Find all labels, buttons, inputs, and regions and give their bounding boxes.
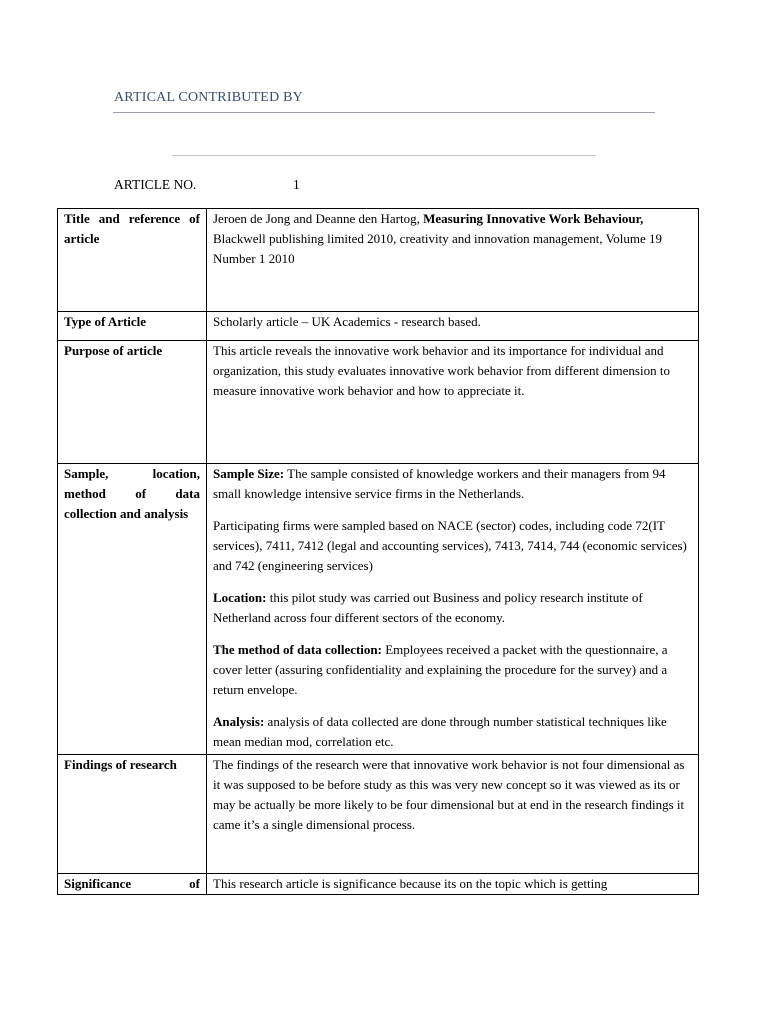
purpose-label: Purpose of article	[58, 341, 207, 464]
table-row	[58, 312, 699, 341]
title-reference-cell	[207, 209, 699, 312]
article-title-text: Measuring Innovative Work Behaviour,	[423, 211, 644, 226]
contributed-by-heading: ARTICAL CONTRIBUTED BY	[114, 90, 303, 105]
type-of-article-value: Scholarly article – UK Academics - research based.	[207, 312, 699, 341]
significance-label-line	[64, 874, 200, 894]
findings-text: The findings of the research were that innovative work behavior is not four dimensional as it was supposed to be before study as this was very new concept so it was viewed as its or may be actually be more likely to be four dimensional but at end in the research findings it came it’s a single dimensional process.	[207, 755, 699, 874]
table-row	[58, 209, 699, 312]
location-paragraph	[213, 588, 692, 628]
blank-contributor-line	[172, 155, 596, 156]
significance-label-of: of	[189, 876, 200, 891]
sample-size-paragraph	[213, 464, 692, 504]
location-text: this pilot study was carried out Business and policy research institute of Netherland across four different sectors of the economy.	[213, 590, 643, 625]
heading-underline	[113, 112, 655, 113]
significance-label	[58, 874, 207, 895]
table-row	[58, 755, 699, 874]
title-reference-label: Title and reference of article	[58, 209, 207, 312]
location-label: Location:	[213, 590, 267, 605]
analysis-paragraph	[213, 712, 692, 752]
analysis-label: Analysis:	[213, 714, 265, 729]
article-number-value: 1	[293, 177, 300, 192]
sample-size-text: The sample consisted of knowledge workers and their managers from 94 small knowledge intensive service firms in the Netherlands.	[213, 466, 666, 501]
article-number-label: ARTICLE NO.	[114, 177, 197, 192]
sample-method-label: Sample, location, method of data collection and analysis	[58, 464, 207, 755]
analysis-text: analysis of data collected are done through number statistical techniques like mean median mod, correlation etc.	[213, 714, 667, 749]
sample-size-label: Sample Size:	[213, 466, 285, 481]
method-text: Employees received a packet with the questionnaire, a cover letter (assuring confidentiality and explaining the procedure for the survey) and a return envelope.	[213, 642, 668, 697]
significance-text-cell	[207, 874, 699, 895]
table-row	[58, 874, 699, 895]
participating-firms-paragraph: Participating firms were sampled based on NACE (sector) codes, including code 72(IT services), 7411, 7412 (legal and accounting services), 7413, 7414, 744 (economic services) and 742 (engineering services)	[213, 518, 687, 573]
significance-label-word: Significance	[64, 876, 132, 891]
purpose-text: This article reveals the innovative work behavior and its importance for individual and organization, this study evaluates innovative work behavior from different dimension to measure innovative work behavior and how to appreciate it.	[207, 341, 699, 464]
table-row	[58, 341, 699, 464]
significance-text: This research article is significance because its on the topic which is getting	[213, 876, 608, 891]
findings-label: Findings of research	[58, 755, 207, 874]
article-review-table	[57, 208, 699, 895]
method-label: The method of data collection:	[213, 642, 382, 657]
sample-method-cell	[207, 464, 699, 755]
reference-text: Blackwell publishing limited 2010, creativity and innovation management, Volume 19 Number 1 2010	[213, 231, 663, 266]
authors-text: Jeroen de Jong and Deanne den Hartog,	[213, 211, 424, 226]
table-row	[58, 464, 699, 755]
type-of-article-label: Type of Article	[58, 312, 207, 341]
method-paragraph	[213, 640, 692, 700]
